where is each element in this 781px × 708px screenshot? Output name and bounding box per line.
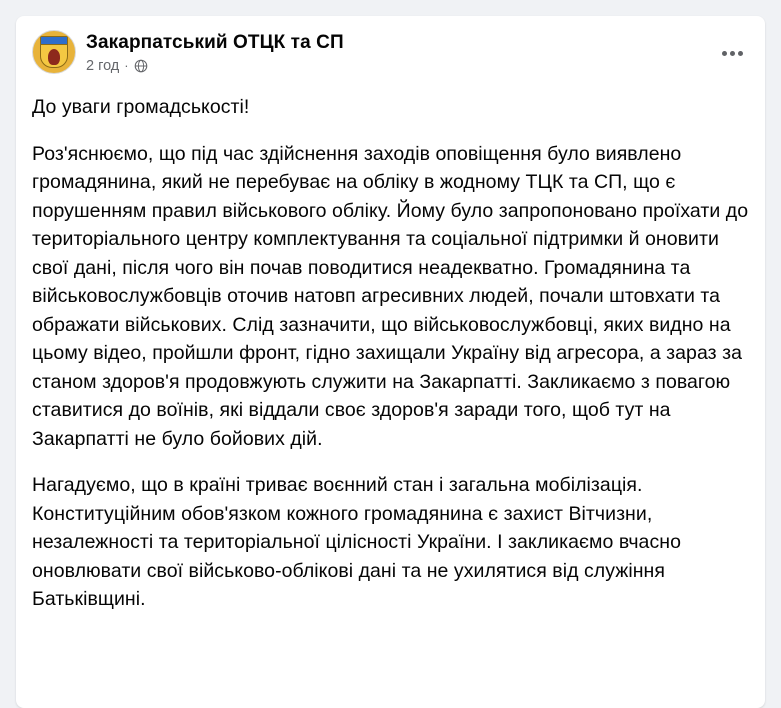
more-options-icon[interactable]	[715, 36, 749, 70]
post-paragraph: Роз'яснюємо, що під час здійснення заходів оповіщення було виявлено громадянина, який не перебуває на обліку в жодному ТЦК та СП, що є порушенням правил військового обліку. Йому було запропоновано проїхати до територіального центру комплектування та соціальної підтримки й оновити свої дані, після чого він почав поводитися неадекватно. Громадянина та військовослужбовців оточив натовп агресивних людей, почали штовхати та ображати військових. Слід зазначити, що військовослужбовці, яких видно на цьому відео, пройшли фронт, гідно захищали Україну від агресора, а зараз за станом здоров'я продовжують служити на Закарпатті. Закликаємо з повагою ставитися до воїнів, які віддали своє здоров'я заради того, щоб тут на Закарпатті не було бойових дій.	[32, 142, 749, 450]
post-header-text	[86, 30, 344, 75]
post-header	[32, 30, 749, 75]
post-paragraph: До уваги громадськості!	[32, 96, 250, 118]
meta-separator: ·	[124, 58, 129, 73]
coat-of-arms-icon	[40, 36, 68, 68]
bear-emblem-icon	[48, 49, 60, 65]
post-timestamp[interactable]: 2 год	[86, 58, 120, 74]
post-paragraph: Нагадуємо, що в країні триває воєнний стан і загальна мобілізація. Конституційним обов'язком кожного громадянина є захист Вітчизни, незалежності та територіальної цілісності України. І закликаємо вчасно оновлювати свої військово-облікові дані та не ухилятися від служіння Батьківщині.	[32, 474, 681, 610]
page-name[interactable]: Закарпатський ОТЦК та СП	[86, 32, 344, 53]
more-dot-3	[738, 51, 743, 56]
more-dot-1	[722, 51, 727, 56]
post-meta	[86, 57, 344, 75]
globe-icon[interactable]	[134, 59, 148, 73]
post-body	[32, 93, 749, 614]
avatar[interactable]	[32, 30, 76, 74]
post-card	[16, 16, 765, 708]
more-dot-2	[730, 51, 735, 56]
